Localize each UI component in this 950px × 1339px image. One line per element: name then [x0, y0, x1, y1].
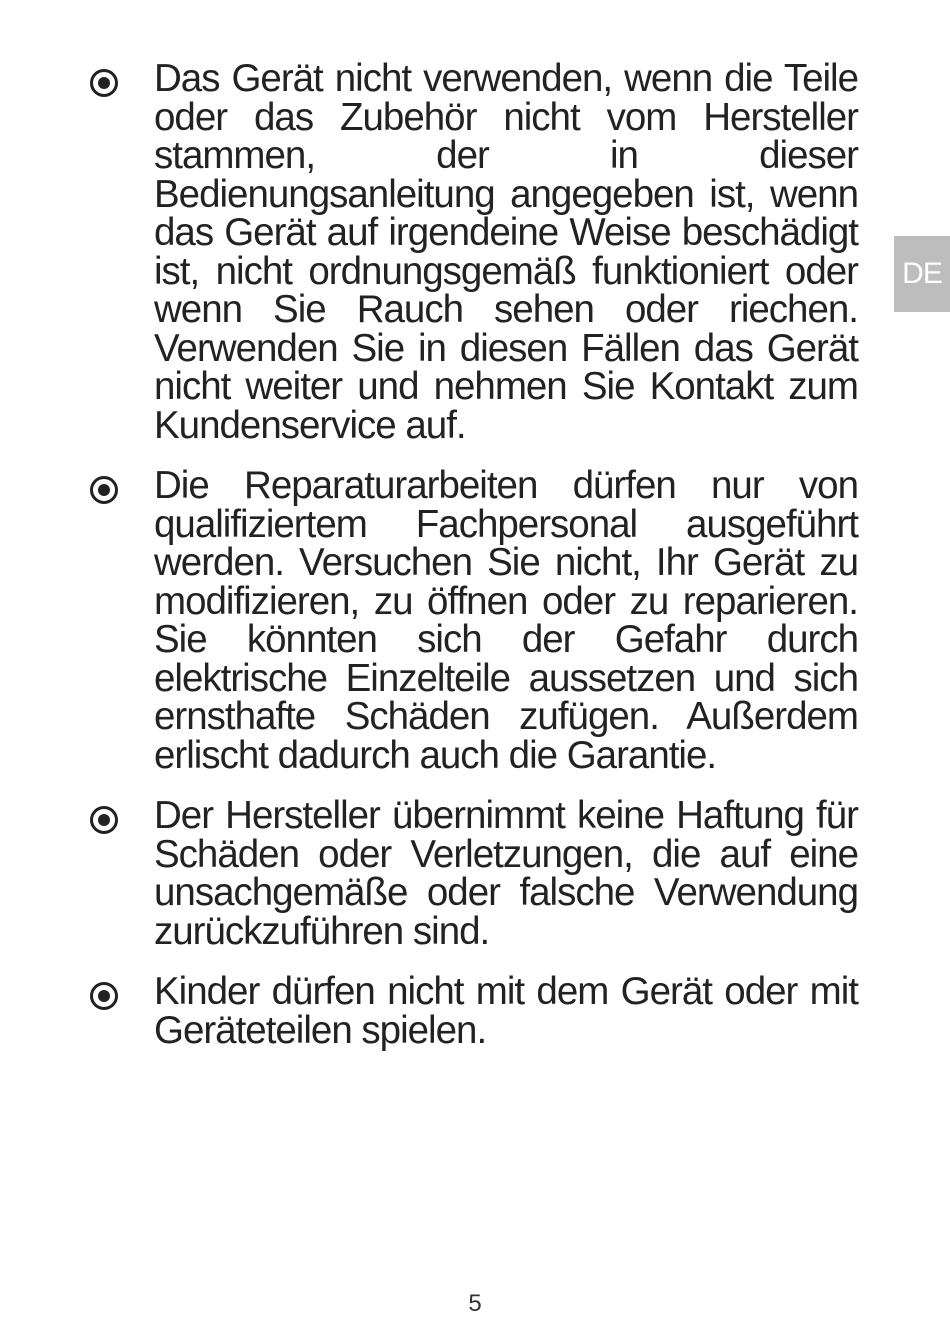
list-item [88, 57, 858, 447]
radio-bullet-icon [90, 476, 118, 504]
instruction-text: Der Hersteller übernimmt keine Haftung für Schäden oder Verletzungen, die auf eine unsachgemäße oder falsche Verwendung zurückzuführen sind. [154, 794, 858, 953]
instruction-text: Kinder dürfen nicht mit dem Gerät oder mit Geräteteilen spielen. [154, 970, 858, 1052]
list-item [88, 970, 858, 1052]
radio-bullet-icon [90, 982, 118, 1010]
list-item [88, 464, 858, 777]
page-number: 5 [468, 1290, 482, 1317]
radio-bullet-icon [90, 806, 118, 834]
list-item [88, 794, 858, 953]
language-tab [894, 236, 950, 312]
safety-instructions-list [88, 57, 858, 1072]
instruction-text: Die Reparaturarbeiten dürfen nur von qualifiziertem Fachpersonal ausgeführt werden. Versuchen Sie nicht, Ihr Gerät zu modifizieren, zu öffnen oder zu reparieren. Sie könnten sich der Gefahr durch elektrische Einzelteile aussetzen und sich ernsthafte Schäden zufügen. Außerdem erlischt dadurch auch die Garantie. [154, 464, 858, 777]
radio-bullet-icon [90, 69, 118, 97]
instruction-text: Das Gerät nicht verwenden, wenn die Teile oder das Zubehör nicht vom Hersteller stammen, der in dieser Bedienungsanleitung angegeben ist, wenn das Gerät auf irgendeine Weise beschädigt ist, nicht ordnungsgemäß funktioniert oder wenn Sie Rauch sehen oder riechen. Verwenden Sie in diesen Fällen das Gerät nicht weiter und nehmen Sie Kontakt zum Kundenservice auf. [154, 57, 858, 447]
language-tab-label: DE [902, 257, 942, 290]
